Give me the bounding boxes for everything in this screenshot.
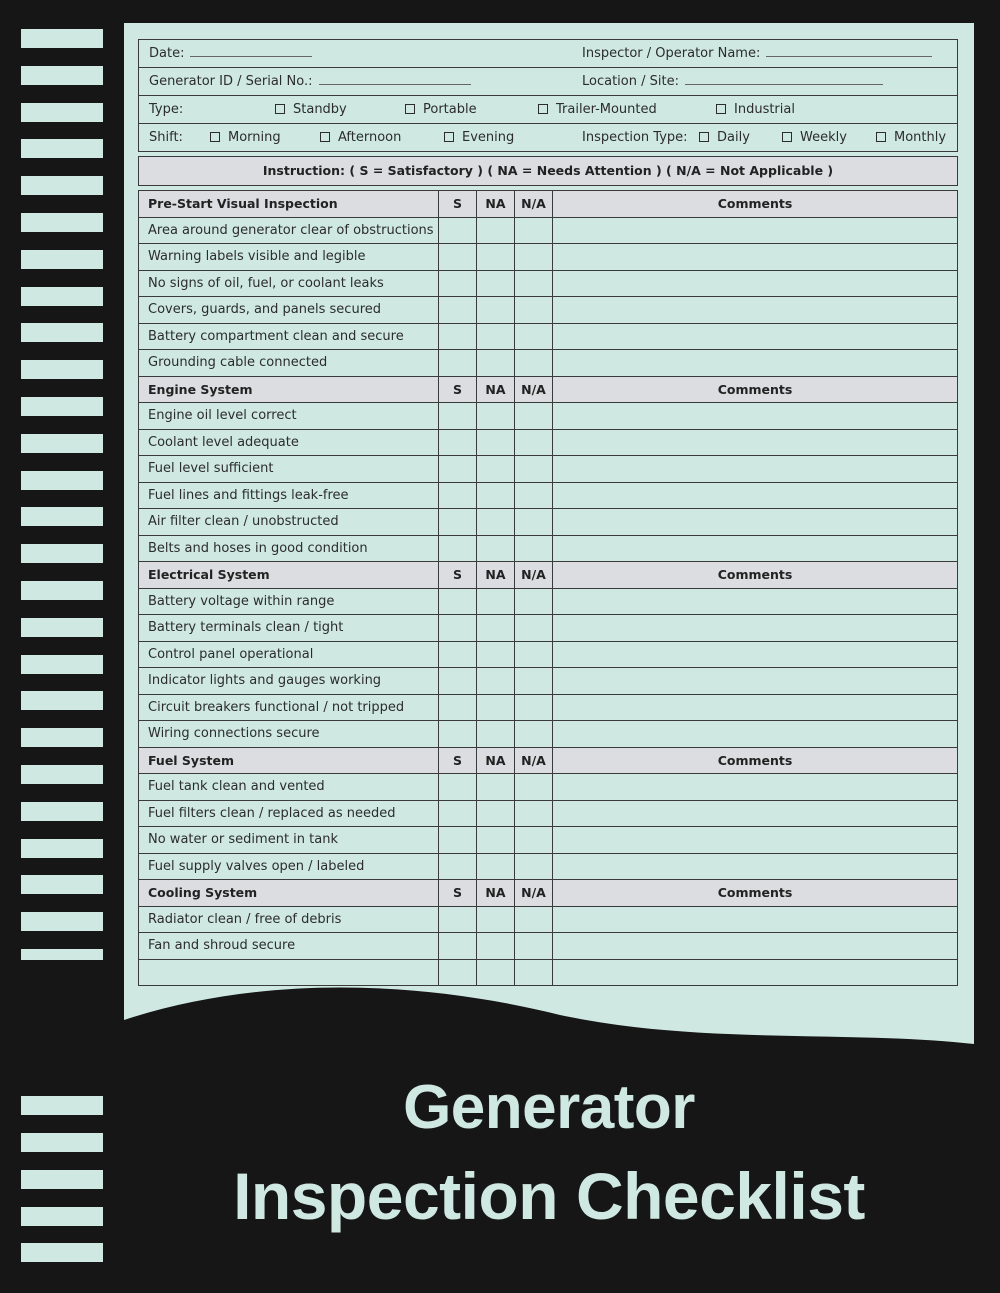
comments-cell[interactable] (553, 323, 958, 350)
shift-label: Shift: (149, 130, 183, 145)
checklist-item-label: Belts and hoses in good condition (139, 535, 439, 562)
na-cell[interactable] (477, 827, 515, 854)
spiral-ring (21, 176, 103, 195)
na-cell[interactable] (477, 403, 515, 430)
column-comments-header: Comments (553, 747, 958, 774)
checklist-item-label: Fuel supply valves open / labeled (139, 853, 439, 880)
checklist-item-label: No water or sediment in tank (139, 827, 439, 854)
column-s-header: S (439, 747, 477, 774)
na-cell[interactable] (477, 217, 515, 244)
s-cell[interactable] (439, 694, 477, 721)
checklist-item-label: Circuit breakers functional / not tripped (139, 694, 439, 721)
checkbox-icon (210, 132, 220, 142)
n-a-cell[interactable] (515, 641, 553, 668)
checklist-item-label: Coolant level adequate (139, 429, 439, 456)
checklist-row (139, 482, 958, 509)
column-n-a-header: N/A (515, 562, 553, 589)
checklist-item-label: Control panel operational (139, 641, 439, 668)
spiral-ring (21, 912, 103, 931)
comments-cell[interactable] (553, 800, 958, 827)
column-n-a-header: N/A (515, 376, 553, 403)
checklist-row (139, 535, 958, 562)
section-header-row (139, 880, 958, 907)
na-cell[interactable] (477, 297, 515, 324)
checklist-row (139, 615, 958, 642)
checkbox-icon (699, 132, 709, 142)
s-cell[interactable] (439, 668, 477, 695)
column-comments-header: Comments (553, 880, 958, 907)
na-cell[interactable] (477, 800, 515, 827)
checklist-row (139, 906, 958, 933)
comments-cell[interactable] (553, 509, 958, 536)
s-cell[interactable] (439, 323, 477, 350)
n-a-cell[interactable] (515, 244, 553, 271)
section-title: Engine System (139, 376, 439, 403)
s-cell[interactable] (439, 800, 477, 827)
checkbox-icon (716, 104, 726, 114)
checklist-row (139, 270, 958, 297)
comments-cell[interactable] (553, 906, 958, 933)
s-cell[interactable] (439, 244, 477, 271)
spiral-ring (21, 875, 103, 894)
comments-cell[interactable] (553, 853, 958, 880)
s-cell[interactable] (439, 827, 477, 854)
checklist-item-label: Battery terminals clean / tight (139, 615, 439, 642)
form-row-type (138, 96, 958, 124)
checklist-item-label: Indicator lights and gauges working (139, 668, 439, 695)
checklist-item-label: Grounding cable connected (139, 350, 439, 377)
checklist-item-label: Wiring connections secure (139, 721, 439, 748)
spiral-ring (21, 1243, 103, 1262)
s-cell[interactable] (439, 403, 477, 430)
checklist-row (139, 456, 958, 483)
section-title: Electrical System (139, 562, 439, 589)
na-cell[interactable] (477, 535, 515, 562)
na-cell[interactable] (477, 509, 515, 536)
checklist-row (139, 588, 958, 615)
na-cell[interactable] (477, 456, 515, 483)
s-cell[interactable] (439, 456, 477, 483)
cover-title-line2: Inspection Checklist (233, 1159, 865, 1233)
spiral-ring (21, 581, 103, 600)
spiral-ring (21, 139, 103, 158)
checklist-row (139, 721, 958, 748)
checklist-item-label: Engine oil level correct (139, 403, 439, 430)
location-field[interactable]: Location / Site: (582, 74, 883, 89)
na-cell[interactable] (477, 588, 515, 615)
type-option-standby[interactable]: Standby (275, 102, 347, 117)
checklist-row (139, 827, 958, 854)
checklist-row (139, 509, 958, 536)
comments-cell[interactable] (553, 350, 958, 377)
inspection-option-monthly[interactable]: Monthly (876, 130, 946, 145)
na-cell[interactable] (477, 694, 515, 721)
type-option-portable[interactable]: Portable (405, 102, 477, 117)
comments-cell[interactable] (553, 429, 958, 456)
checklist-row (139, 853, 958, 880)
n-a-cell[interactable] (515, 774, 553, 801)
checklist-item-label: Fan and shroud secure (139, 933, 439, 960)
comments-cell[interactable] (553, 297, 958, 324)
inspector-field[interactable]: Inspector / Operator Name: (582, 46, 932, 61)
na-cell[interactable] (477, 482, 515, 509)
n-a-cell[interactable] (515, 429, 553, 456)
checklist-row (139, 694, 958, 721)
checklist-item-label: Area around generator clear of obstructions (139, 217, 439, 244)
spiral-ring (21, 29, 103, 48)
spiral-ring (21, 618, 103, 637)
spiral-ring (21, 250, 103, 269)
n-a-cell[interactable] (515, 217, 553, 244)
checklist-item-label: Radiator clean / free of debris (139, 906, 439, 933)
type-label: Type: (149, 102, 184, 117)
comments-cell[interactable] (553, 774, 958, 801)
checklist-sheet (124, 23, 974, 1045)
checklist-item-label: Battery voltage within range (139, 588, 439, 615)
checklist-item-label: Air filter clean / unobstructed (139, 509, 439, 536)
shift-option-evening[interactable]: Evening (444, 130, 514, 145)
checklist-row (139, 350, 958, 377)
section-header-row (139, 376, 958, 403)
spiral-ring (21, 1133, 103, 1152)
na-cell[interactable] (477, 323, 515, 350)
inspection-option-daily[interactable]: Daily (699, 130, 750, 145)
n-a-cell[interactable] (515, 615, 553, 642)
comments-cell[interactable] (553, 694, 958, 721)
s-cell[interactable] (439, 721, 477, 748)
shift-option-morning[interactable]: Morning (210, 130, 281, 145)
form-row-generator (138, 68, 958, 96)
column-s-header: S (439, 376, 477, 403)
s-cell[interactable] (439, 297, 477, 324)
checklist-row (139, 244, 958, 271)
checkbox-icon (444, 132, 454, 142)
form-row-shift (138, 124, 958, 152)
generator-id-field[interactable]: Generator ID / Serial No.: (149, 74, 471, 89)
shift-option-afternoon[interactable]: Afternoon (320, 130, 401, 145)
spiral-ring (21, 765, 103, 784)
checklist-row (139, 403, 958, 430)
comments-cell[interactable] (553, 403, 958, 430)
n-a-cell[interactable] (515, 694, 553, 721)
comments-cell[interactable] (553, 588, 958, 615)
checklist-row (139, 323, 958, 350)
checklist-row (139, 217, 958, 244)
comments-cell[interactable] (553, 668, 958, 695)
type-option-trailer-mounted[interactable]: Trailer-Mounted (538, 102, 657, 117)
n-a-cell[interactable] (515, 588, 553, 615)
form-row-date (138, 39, 958, 68)
section-header-row (139, 191, 958, 218)
comments-cell[interactable] (553, 721, 958, 748)
comments-cell[interactable] (553, 933, 958, 960)
n-a-cell[interactable] (515, 323, 553, 350)
checklist-row (139, 297, 958, 324)
s-cell[interactable] (439, 774, 477, 801)
column-s-header: S (439, 880, 477, 907)
s-cell[interactable] (439, 588, 477, 615)
checklist-row (139, 800, 958, 827)
checkbox-icon (320, 132, 330, 142)
column-s-header: S (439, 191, 477, 218)
spiral-ring (21, 66, 103, 85)
checkbox-icon (405, 104, 415, 114)
n-a-cell[interactable] (515, 933, 553, 960)
checklist-row (139, 933, 958, 960)
n-a-cell[interactable] (515, 403, 553, 430)
instruction-banner: Instruction: ( S = Satisfactory ) ( NA = Needs Attention ) ( N/A = Not Applicable ) (138, 156, 958, 186)
checklist-row (139, 668, 958, 695)
spiral-ring (21, 1207, 103, 1226)
spiral-ring (21, 103, 103, 122)
s-cell[interactable] (439, 906, 477, 933)
n-a-cell[interactable] (515, 721, 553, 748)
checklist-row (139, 429, 958, 456)
column-n-a-header: N/A (515, 747, 553, 774)
checklist-table (138, 190, 958, 986)
checklist-item-label: Covers, guards, and panels secured (139, 297, 439, 324)
s-cell[interactable] (439, 270, 477, 297)
na-cell[interactable] (477, 615, 515, 642)
comments-cell[interactable] (553, 615, 958, 642)
inspection-option-weekly[interactable]: Weekly (782, 130, 847, 145)
torn-page-edge (0, 960, 1000, 1080)
checklist-item-label: Battery compartment clean and secure (139, 323, 439, 350)
na-cell[interactable] (477, 350, 515, 377)
spiral-ring (21, 397, 103, 416)
column-s-header: S (439, 562, 477, 589)
spiral-ring (21, 471, 103, 490)
spiral-ring (21, 691, 103, 710)
cover-title-line1: Generator (403, 1073, 695, 1142)
section-title: Fuel System (139, 747, 439, 774)
comments-cell[interactable] (553, 456, 958, 483)
spiral-ring (21, 544, 103, 563)
column-comments-header: Comments (553, 191, 958, 218)
comments-cell[interactable] (553, 482, 958, 509)
checklist-row (139, 774, 958, 801)
column-n-a-header: N/A (515, 191, 553, 218)
na-cell[interactable] (477, 270, 515, 297)
s-cell[interactable] (439, 217, 477, 244)
column-n-a-header: N/A (515, 880, 553, 907)
n-a-cell[interactable] (515, 906, 553, 933)
checklist-item-label: Warning labels visible and legible (139, 244, 439, 271)
spiral-ring (21, 655, 103, 674)
spiral-ring (21, 1096, 103, 1115)
checklist-item-label: Fuel lines and fittings leak-free (139, 482, 439, 509)
comments-cell[interactable] (553, 827, 958, 854)
spiral-ring (21, 728, 103, 747)
n-a-cell[interactable] (515, 800, 553, 827)
checkbox-icon (876, 132, 886, 142)
column-na-header: NA (477, 747, 515, 774)
checkbox-icon (782, 132, 792, 142)
na-cell[interactable] (477, 429, 515, 456)
checklist-item-label: No signs of oil, fuel, or coolant leaks (139, 270, 439, 297)
spiral-ring (21, 1170, 103, 1189)
s-cell[interactable] (439, 429, 477, 456)
n-a-cell[interactable] (515, 509, 553, 536)
comments-cell[interactable] (553, 535, 958, 562)
checkbox-icon (538, 104, 548, 114)
n-a-cell[interactable] (515, 297, 553, 324)
checklist-item-label: Fuel level sufficient (139, 456, 439, 483)
spiral-ring (21, 213, 103, 232)
checklist-row (139, 641, 958, 668)
comments-cell[interactable] (553, 641, 958, 668)
s-cell[interactable] (439, 641, 477, 668)
section-header-row (139, 562, 958, 589)
s-cell[interactable] (439, 853, 477, 880)
na-cell[interactable] (477, 668, 515, 695)
spiral-binding (21, 0, 103, 1293)
column-na-header: NA (477, 376, 515, 403)
column-comments-header: Comments (553, 562, 958, 589)
type-option-industrial[interactable]: Industrial (716, 102, 795, 117)
n-a-cell[interactable] (515, 668, 553, 695)
column-na-header: NA (477, 191, 515, 218)
comments-cell[interactable] (553, 244, 958, 271)
na-cell[interactable] (477, 906, 515, 933)
section-title: Cooling System (139, 880, 439, 907)
checklist-item-label: Fuel tank clean and vented (139, 774, 439, 801)
column-comments-header: Comments (553, 376, 958, 403)
spiral-ring (21, 507, 103, 526)
na-cell[interactable] (477, 244, 515, 271)
s-cell[interactable] (439, 350, 477, 377)
date-field[interactable]: Date: (149, 46, 312, 61)
n-a-cell[interactable] (515, 270, 553, 297)
s-cell[interactable] (439, 509, 477, 536)
spiral-ring (21, 287, 103, 306)
s-cell[interactable] (439, 535, 477, 562)
s-cell[interactable] (439, 933, 477, 960)
comments-cell[interactable] (553, 217, 958, 244)
section-header-row (139, 747, 958, 774)
spiral-ring (21, 434, 103, 453)
n-a-cell[interactable] (515, 827, 553, 854)
column-na-header: NA (477, 562, 515, 589)
spiral-ring (21, 802, 103, 821)
comments-cell[interactable] (553, 270, 958, 297)
spiral-ring (21, 360, 103, 379)
spiral-ring (21, 323, 103, 342)
na-cell[interactable] (477, 774, 515, 801)
column-na-header: NA (477, 880, 515, 907)
checkbox-icon (275, 104, 285, 114)
na-cell[interactable] (477, 641, 515, 668)
section-title: Pre-Start Visual Inspection (139, 191, 439, 218)
spiral-ring (21, 839, 103, 858)
na-cell[interactable] (477, 933, 515, 960)
na-cell[interactable] (477, 853, 515, 880)
n-a-cell[interactable] (515, 535, 553, 562)
checklist-item-label: Fuel filters clean / replaced as needed (139, 800, 439, 827)
n-a-cell[interactable] (515, 853, 553, 880)
n-a-cell[interactable] (515, 482, 553, 509)
s-cell[interactable] (439, 615, 477, 642)
n-a-cell[interactable] (515, 350, 553, 377)
inspection-type-label: Inspection Type: (582, 130, 688, 145)
s-cell[interactable] (439, 482, 477, 509)
na-cell[interactable] (477, 721, 515, 748)
n-a-cell[interactable] (515, 456, 553, 483)
